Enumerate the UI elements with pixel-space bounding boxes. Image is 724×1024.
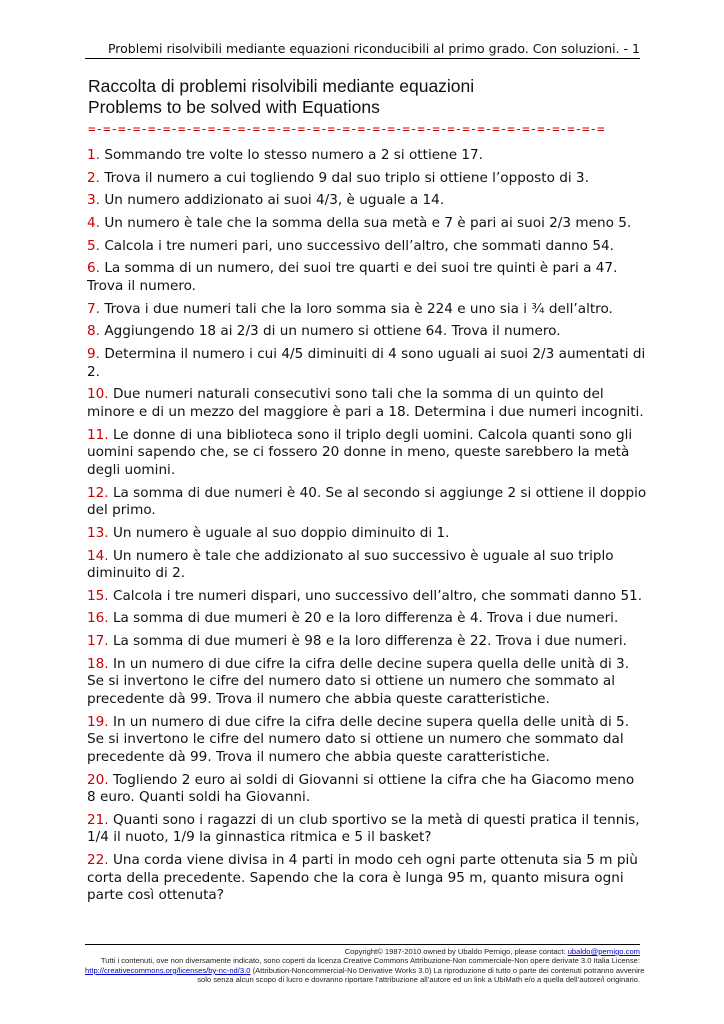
problem-item xyxy=(87,346,647,381)
problem-number: 8. xyxy=(87,323,100,340)
problem-text: Calcola i tre numeri dispari, uno successivo dell’altro, che sommati danno 51. xyxy=(112,587,643,604)
problem-item xyxy=(87,714,647,767)
problem-number: 20. xyxy=(87,771,109,788)
footer-license-rest: (Attribution-Noncommercial-No Derivative Works 3.0) La riproduzione di tutto o parte dei contenuti potranno avvenire xyxy=(250,965,645,975)
problem-number: 17. xyxy=(87,633,109,650)
problem-text: Trova i due numeri tali che la loro somma sia è 224 e uno sia i ¾ dell’altro. xyxy=(104,300,613,317)
footer-license-text: Tutti i contenuti, ove non diversamente indicato, sono coperti da licenza Creative Commons Attribuzione-Non commerciale-Non opere derivate 3.0 Italia License: xyxy=(100,956,640,966)
problem-text: Una corda viene divisa in 4 parti in modo ceh ogni parte ottenuta sia 5 m più corta della precedente. Sapendo che la cora è lunga 95 m, quanto misura ogni parte così ottenuta? xyxy=(87,852,638,904)
footer-attribution-text: solo senza alcun scopo di lucro e dovranno riportare l’attribuzione all’autore ed un link a UbiMath e/o a quella dell’autore/i originario. xyxy=(197,975,640,985)
problem-text: La somma di due numeri è 40. Se al secondo si aggiunge 2 si ottiene il doppio del primo. xyxy=(87,484,647,519)
problem-text: Determina il numero i cui 4/5 diminuiti di 4 sono uguali ai suoi 2/3 aumentati di 2. xyxy=(87,346,646,380)
problem-text: Un numero addizionato ai suoi 4/3, è uguale a 14. xyxy=(104,192,445,209)
problem-text: La somma di un numero, dei suoi tre quarti e dei suoi tre quinti è pari a 47. Trova il numero. xyxy=(87,260,618,295)
problem-item xyxy=(87,427,647,480)
problem-text: Trova il numero a cui togliendo 9 dal suo triplo si ottiene l’opposto di 3. xyxy=(104,169,589,186)
running-header: Problemi risolvibili mediante equazioni riconducibili al primo grado. Con soluzioni. - 1 xyxy=(85,40,640,59)
problem-text: Un numero è tale che la somma della sua metà e 7 è pari ai suoi 2/3 meno 5. xyxy=(104,215,632,232)
problem-number: 5. xyxy=(87,237,100,254)
problem-number: 16. xyxy=(87,610,109,627)
problem-text: La somma di due mumeri è 20 e la loro differenza è 4. Trova i due numeri. xyxy=(112,610,619,627)
problem-item xyxy=(87,323,647,341)
problem-text: Calcola i tre numeri pari, uno successivo dell’altro, che sommati danno 54. xyxy=(104,237,614,254)
problem-number: 7. xyxy=(87,300,100,317)
problem-item xyxy=(87,147,647,165)
problem-number: 11. xyxy=(87,426,109,443)
problem-item xyxy=(87,812,647,847)
problem-item xyxy=(87,772,647,807)
problem-item xyxy=(87,525,647,543)
footer xyxy=(85,944,645,985)
problem-item xyxy=(87,485,647,520)
problem-number: 10. xyxy=(87,386,109,403)
problem-item xyxy=(87,192,647,210)
problem-number: 2. xyxy=(87,169,100,186)
problem-item xyxy=(87,633,647,651)
problem-item xyxy=(87,588,647,606)
footer-license-line xyxy=(85,965,645,975)
problem-item xyxy=(87,852,647,905)
problem-number: 15. xyxy=(87,587,109,604)
problem-text: Quanti sono i ragazzi di un club sportivo se la metà di questi pratica il tennis, 1/4 il nuoto, 1/9 la ginnastica ritmica e 5 il basket? xyxy=(87,811,640,846)
footer-copyright: Copyright© 1987-2010 owned by Ubaldo Pernigo, please contact: xyxy=(344,947,568,956)
problem-number: 22. xyxy=(87,852,109,869)
problem-number: 4. xyxy=(87,215,100,232)
problem-list xyxy=(87,147,647,910)
problem-text: Aggiungendo 18 ai 2/3 di un numero si ottiene 64. Trova il numero. xyxy=(104,323,561,340)
problem-item xyxy=(87,238,647,256)
footer-copyright-line xyxy=(85,947,640,956)
problem-text: Un numero è tale che addizionato al suo successivo è uguale al suo triplo diminuito di 2. xyxy=(87,547,614,582)
title-italian: Raccolta di problemi risolvibili mediante equazioni xyxy=(88,76,475,96)
problem-number: 21. xyxy=(87,811,109,828)
problem-item xyxy=(87,386,647,421)
problem-text: Le donne di una biblioteca sono il triplo degli uomini. Calcola quanti sono gli uomini sapendo che, se ci fossero 20 donne in meno, queste sarebbero la metà degli uomini. xyxy=(87,426,633,478)
problem-number: 14. xyxy=(87,547,109,564)
problem-number: 19. xyxy=(87,713,109,730)
problem-item xyxy=(87,548,647,583)
problem-item xyxy=(87,170,647,188)
page-title xyxy=(88,76,648,118)
problem-number: 18. xyxy=(87,655,109,672)
problem-number: 9. xyxy=(87,346,100,363)
problem-number: 3. xyxy=(87,192,100,209)
problem-item xyxy=(87,215,647,233)
problem-text: Togliendo 2 euro ai soldi di Giovanni si ottiene la cifra che ha Giacomo meno 8 euro. Quanti soldi ha Giovanni. xyxy=(87,771,635,806)
footer-email-link[interactable]: ubaldo@pernigo.com xyxy=(567,947,640,956)
problem-number: 6. xyxy=(87,260,100,277)
problem-number: 13. xyxy=(87,524,109,541)
problem-item xyxy=(87,301,647,319)
problem-text: La somma di due mumeri è 98 e la loro differenza è 22. Trova i due numeri. xyxy=(112,633,627,650)
problem-item xyxy=(87,610,647,628)
problem-number: 1. xyxy=(87,147,100,163)
problem-item xyxy=(87,260,647,295)
problem-text: Sommando tre volte lo stesso numero a 2 si ottiene 17. xyxy=(104,147,484,163)
problem-text: Due numeri naturali consecutivi sono tali che la somma di un quinto del minore e di un mezzo del maggiore è pari a 18. Determina i due numeri incogniti. xyxy=(87,386,644,420)
title-english: Problems to be solved with Equations xyxy=(88,97,380,117)
problem-number: 12. xyxy=(87,484,109,501)
problem-text: In un numero di due cifre la cifra delle decine supera quella delle unità di 3. Se si invertono le cifre del numero dato si ottiene un numero che sommato al precedente dà 99. Trova il numero che abbia queste caratteristiche. xyxy=(87,655,630,708)
problem-text: In un numero di due cifre la cifra delle decine supera quella delle unità di 5. Se si invertono le cifre del numero dato si ottiene un numero che sommato dal precedente dà 99. Trova il numero che abbia queste caratteristiche. xyxy=(87,713,630,765)
problem-text: Un numero è uguale al suo doppio diminuito di 1. xyxy=(112,524,450,541)
footer-license-link[interactable]: http://creativecommons.org/licenses/by-nc-nd/3.0 xyxy=(85,965,251,975)
separator-line: =-=-=-=-=-=-=-=-=-=-=-=-=-=-=-=-=-=-=-=-=-=-=-=-=-=-=-=-=-=-=-=-=-=-= xyxy=(88,121,605,136)
problem-item xyxy=(87,656,647,709)
